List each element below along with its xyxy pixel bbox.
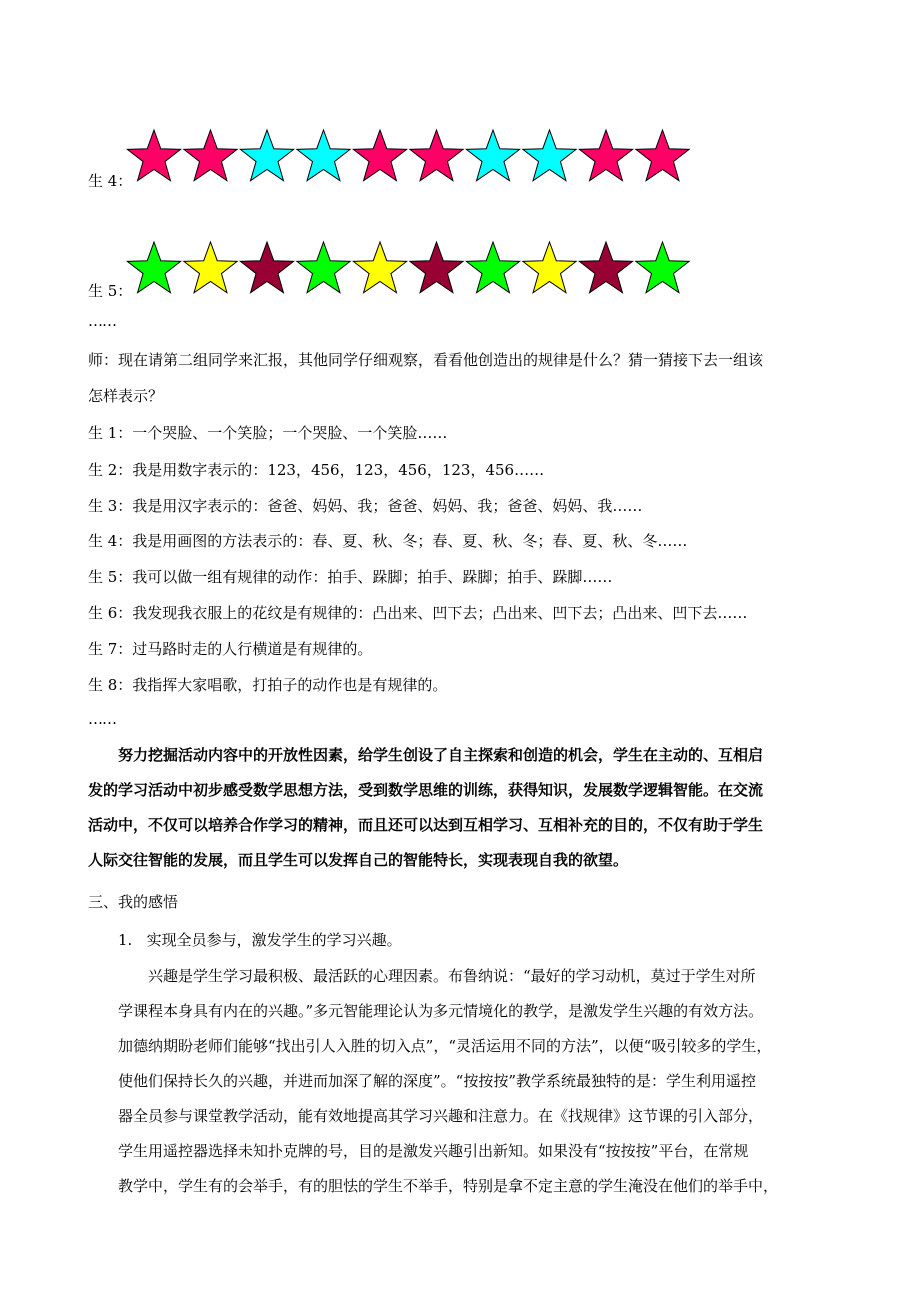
student-line-5: 生 5：我可以做一组有规律的动作：拍手、跺脚；拍手、跺脚；拍手、跺脚…… [88,568,613,586]
body-paragraph [118,959,838,1204]
student-line-6: 生 6：我发现我衣服上的花纹是有规律的：凸出来、凹下去；凸出来、凹下去；凸出来、凹下去…… [88,604,748,622]
star-icon [353,242,406,293]
star-icon [579,130,632,181]
star-row-label: 生 4： [88,172,133,190]
paragraph-line: 加德纳期盼老师们能够“找出引人入胜的切入点”，“灵活运用不同的方法”，以便“吸引较多的学生， [118,1037,772,1055]
star-icon [353,130,406,181]
star-icon [523,130,576,181]
paragraph-line: 学课程本身具有内在的兴趣。”多元智能理论认为多元情境化的教学，是激发学生兴趣的有效方法。 [118,1002,764,1020]
star-icon [636,242,689,293]
student-line-1: 生 1：一个哭脸、一个笑脸；一个哭脸、一个笑脸…… [88,424,448,442]
star-icon [127,242,180,293]
star-icon [127,130,180,181]
star-icon [636,130,689,181]
student-line-3: 生 3：我是用汉字表示的：爸爸、妈妈、我；爸爸、妈妈、我；爸爸、妈妈、我…… [88,497,643,515]
paragraph-line: 活动中，不仅可以培养合作学习的精神，而且还可以达到互相学习、互相补充的目的，不仅有助于学生 [88,816,764,834]
star-icon [240,130,293,181]
star-icon [466,130,519,181]
star-row-label: 生 5： [88,282,133,300]
paragraph-line: 努力挖掘活动内容中的开放性因素，给学生创设了自主探索和创造的机会，学生在主动的、互相启 [118,746,764,764]
paragraph-line: 兴趣是学生学习最积极、最活跃的心理因素。布鲁纳说：“最好的学习动机，莫过于学生对所 [148,967,756,985]
student-line-4: 生 4：我是用画图的方法表示的：春、夏、秋、冬；春、夏、秋、冬；春、夏、秋、冬…… [88,532,688,550]
ellipsis: …… [88,312,116,330]
section-heading: 三、我的感悟 [88,893,179,911]
paragraph-line: 人际交往智能的发展，而且学生可以发挥自己的智能特长，实现表现自我的欲望。 [88,851,629,869]
star-icon [579,242,632,293]
star-icon [297,242,350,293]
star-icon [184,130,237,181]
star-sequence [126,240,686,300]
star-icon [184,242,237,293]
star-icon [410,242,463,293]
paragraph-line: 使他们保持长久的兴趣，并进而加深了解的深度”。“按按按”教学系统最独特的是：学生利用遥控 [118,1072,757,1090]
teacher-line: 师：现在请第二组同学来汇报，其他同学仔细观察，看看他创造出的规律是什么？猜一猜接下去一组该 [88,351,764,369]
summary-paragraph [88,738,828,878]
star-sequence [126,128,686,188]
student-line-8: 生 8：我指挥大家唱歌，打拍子的动作也是有规律的。 [88,676,448,694]
star-icon [466,242,519,293]
star-icon [240,242,293,293]
star-icon [410,130,463,181]
student-line-7: 生 7：过马路时走的人行横道是有规律的。 [88,640,373,658]
star-icon [297,130,350,181]
paragraph-line: 学生用遥控器选择未知扑克牌的号，目的是激发兴趣引出新知。如果没有“按按按”平台，在常规 [118,1142,749,1160]
paragraph-line: 发的学习活动中初步感受数学思想方法，受到数学思维的训练，获得知识，发展数学逻辑智能。在交流 [88,781,764,799]
ellipsis: …… [88,710,116,728]
student-line-2: 生 2：我是用数字表示的：123，456，123，456，123，456…… [88,461,545,479]
star-icon [523,242,576,293]
subheading: 1. 实现全员参与，激发学生的学习兴趣。 [118,931,402,949]
teacher-line-continued: 怎样表示？ [88,387,164,405]
paragraph-line: 器全员参与课堂教学活动，能有效地提高其学习兴趣和注意力。在《找规律》这节课的引入部分， [118,1107,764,1125]
paragraph-line: 教学中，学生有的会举手，有的胆怯的学生不举手，特别是拿不定主意的学生淹没在他们的举手中， [118,1177,779,1195]
